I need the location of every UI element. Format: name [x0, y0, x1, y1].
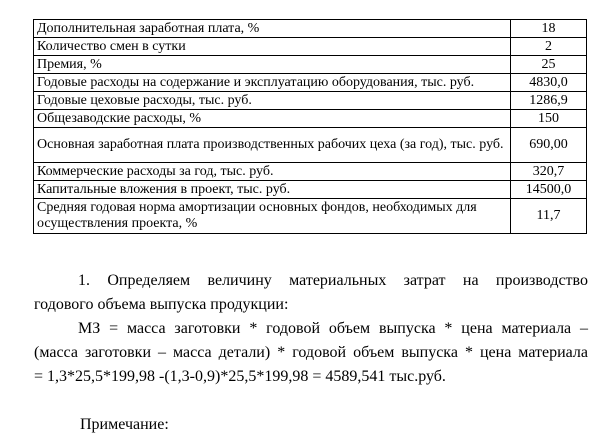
row-name: Годовые расходы на содержание и эксплуатацию оборудования, тыс. руб.: [34, 74, 511, 92]
table-row: [34, 181, 587, 199]
row-name: Коммерческие расходы за год, тыс. руб.: [34, 163, 511, 181]
row-value: 11,7: [511, 199, 587, 234]
row-value: 690,00: [511, 128, 587, 163]
step-1-line-1: 1. Определяем величину материальных затрат на производство: [78, 272, 588, 289]
row-value: 150: [511, 110, 587, 128]
table-row: [34, 38, 587, 56]
row-name: Средняя годовая норма амортизации основных фондов, необходимых для осуществления проекта, %: [34, 199, 511, 234]
table-row: [34, 199, 587, 234]
row-name: Количество смен в сутки: [34, 38, 511, 56]
row-name: Основная заработная плата производственных рабочих цеха (за год), тыс. руб.: [34, 128, 511, 163]
formula-line-2: (масса заготовки – масса детали) * годовой объем выпуска * цена материала: [34, 344, 588, 361]
formula-line-1: МЗ = масса заготовки * годовой объем выпуска * цена материала –: [78, 320, 588, 337]
row-value: 1286,9: [511, 92, 587, 110]
table-row: [34, 110, 587, 128]
row-name: Общезаводские расходы, %: [34, 110, 511, 128]
table-row: [34, 56, 587, 74]
table-row: [34, 20, 587, 38]
row-name: Капитальные вложения в проект, тыс. руб.: [34, 181, 511, 199]
parameters-table: [33, 19, 587, 234]
formula-line-3: = 1,3*25,5*199,98 -(1,3-0,9)*25,5*199,98 = 4589,541 тыс.руб.: [34, 368, 446, 385]
row-name: Премия, %: [34, 56, 511, 74]
table-row: [34, 92, 587, 110]
row-value: 18: [511, 20, 587, 38]
row-name: Дополнительная заработная плата, %: [34, 20, 511, 38]
formula-paragraph: [34, 317, 588, 389]
row-name: Годовые цеховые расходы, тыс. руб.: [34, 92, 511, 110]
row-value: 2: [511, 38, 587, 56]
step-1-paragraph: [34, 269, 588, 317]
row-value: 4830,0: [511, 74, 587, 92]
table-row: [34, 74, 587, 92]
row-value: 14500,0: [511, 181, 587, 199]
table-row: [34, 128, 587, 163]
step-1-line-2: годового объема выпуска продукции:: [34, 296, 289, 313]
table-row: [34, 163, 587, 181]
note-heading: Примечание:: [80, 416, 169, 433]
row-value: 320,7: [511, 163, 587, 181]
row-value: 25: [511, 56, 587, 74]
